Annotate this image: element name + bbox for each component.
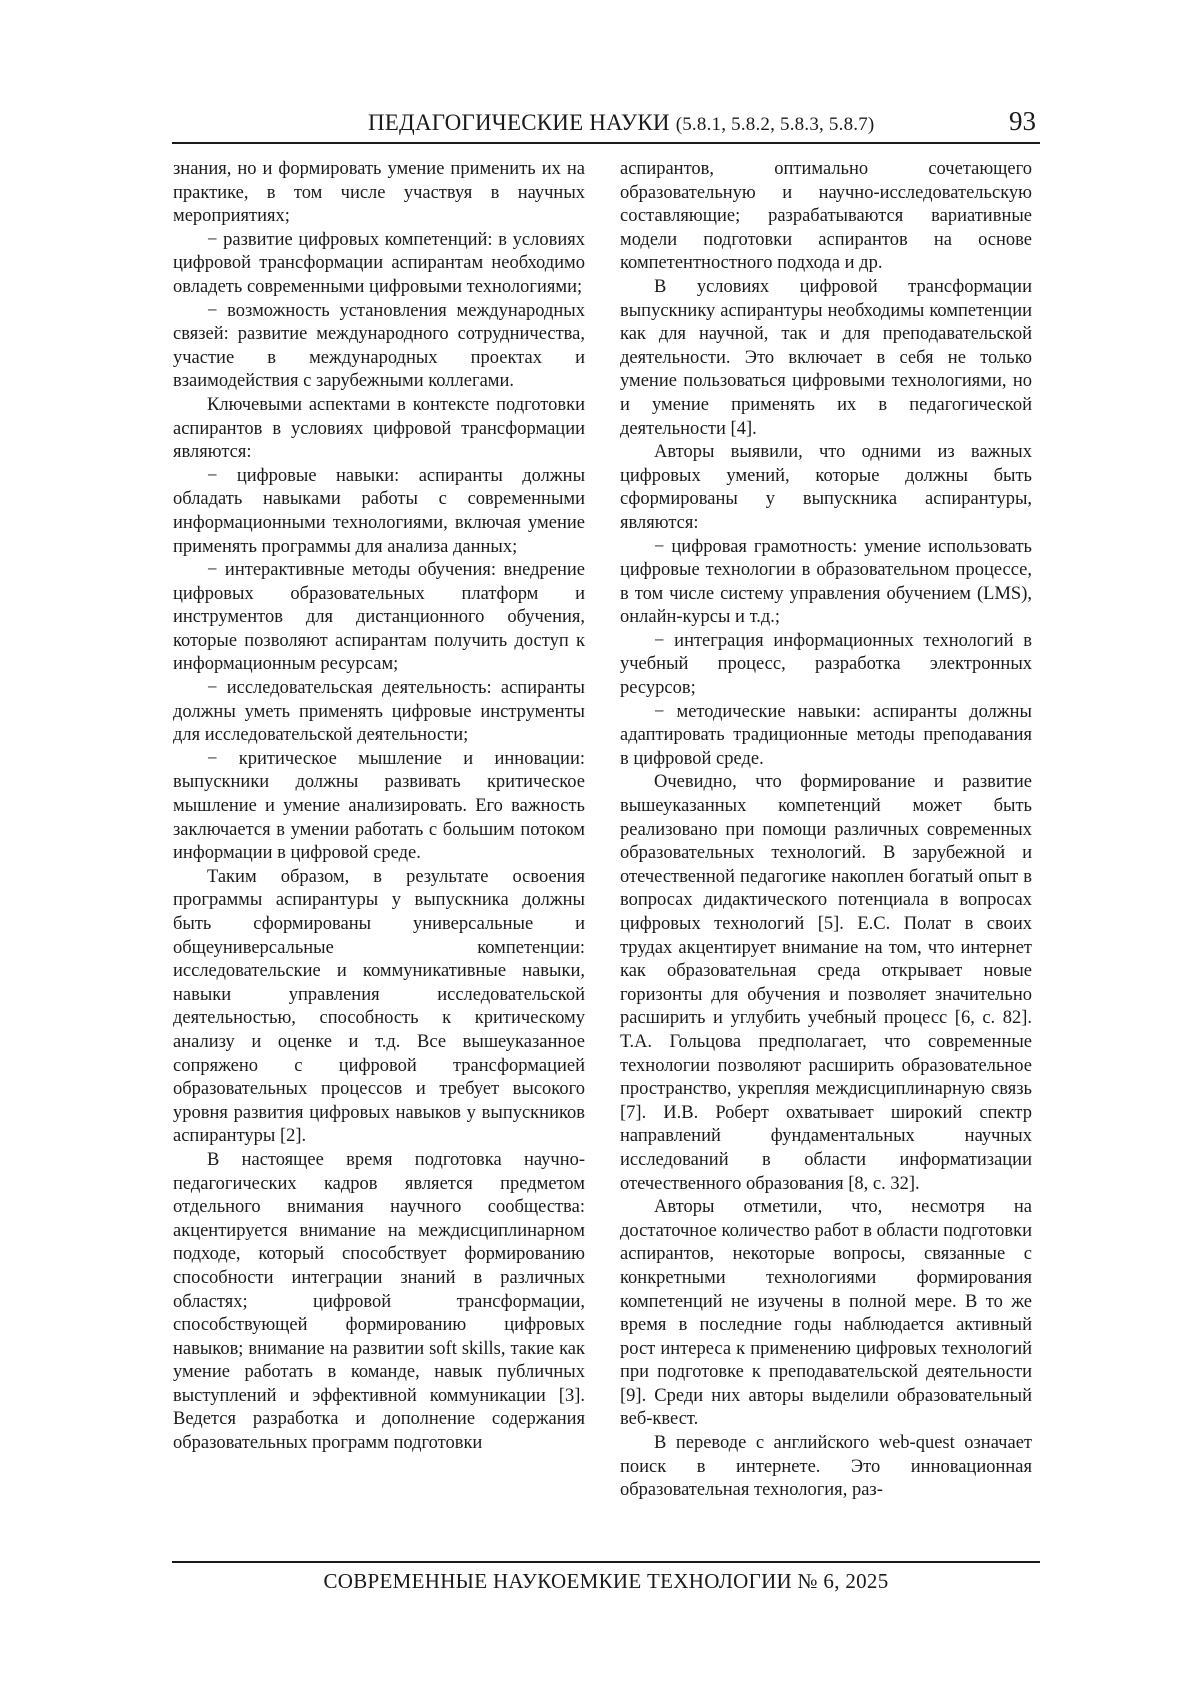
paragraph: аспирантов, оптимально сочетающего образовательную и научно-исследовательскую составляющие; разрабатываются вариативные модели подготовки аспирантов на основе компетентностного подхода и др. (620, 159, 1032, 274)
list-item: − цифровая грамотность: умение использовать цифровые технологии в образовательном процессе, в том числе систему управления обучением (LMS), онлайн-курсы и т.д.; (620, 536, 1032, 628)
paragraph: Таким образом, в результате освоения программы аспирантуры у выпускника должны быть сформированы универсальные и общеуниверсальные компетенции: исследовательские и коммуникативные навыки, навыки управления исследовательской деятельностью, способность к критическому анализу и оценке и т.д. Все вышеуказанное сопряжено с цифровой трансформацией образовательных процессов и требует высокого уровня развития цифровых навыков у выпускников аспирантуры [2]. (173, 866, 585, 1147)
list-item: − возможность установления международных связей: развитие международного сотрудничества, участие в международных проектах и взаимодействия с зарубежными коллегами. (173, 300, 585, 392)
paragraph: Авторы отметили, что, несмотря на достаточное количество работ в области подготовки аспирантов, некоторые вопросы, связанные с конкретными технологиями формирования компетенций не изучены в полной мере. В то же время в последние годы наблюдается активный рост интереса к применению цифровых технологий при подготовке к преподавательской деятельности [9]. Среди них авторы выделили образовательный веб-квест. (620, 1197, 1032, 1430)
running-footer: СОВРЕМЕННЫЕ НАУКОЕМКИЕ ТЕХНОЛОГИИ № 6, 2025 (172, 1561, 1040, 1594)
paragraph: В настоящее время подготовка научно-педагогических кадров является предметом отдельного внимания научного сообщества: акцентируется внимание на междисциплинарном подходе, который способствует формированию способности интеграции знаний в различных областях; цифровой трансформации, способствующей формированию цифровых навыков; внимание на развитии soft skills, такие как умение работать в команде, навык публичных выступлений и эффективной коммуникации [3]. Ведется разработка и дополнение содержания образовательных программ подготовки (173, 1149, 585, 1454)
running-header (172, 108, 1040, 144)
list-item: − интерактивные методы обучения: внедрение цифровых образовательных платформ и инструментов для дистанционного обучения, которые позволяют аспирантам получить доступ к информационным ресурсам; (173, 560, 585, 675)
list-item: − развитие цифровых компетенций: в условиях цифровой трансформации аспирантам необходимо овладеть современными цифровыми технологиями; (173, 229, 585, 297)
list-item: − интеграция информационных технологий в учебный процесс, разработка электронных ресурсов; (620, 630, 1032, 699)
list-item: − исследовательская деятельность: аспиранты должны уметь применять цифровые инструменты для исследовательской деятельности; (173, 678, 585, 746)
left-column (173, 158, 585, 1456)
paragraph: В переводе с английского web-quest означает поиск в интернете. Это инновационная образовательная технология, раз- (620, 1433, 1032, 1501)
page-number: 93 (1009, 106, 1036, 136)
list-item: − методические навыки: аспиранты должны адаптировать традиционные методы преподавания в цифровой среде. (620, 701, 1032, 769)
right-column (620, 158, 1032, 1503)
paragraph: В условиях цифровой трансформации выпускнику аспирантуры необходимы компетенции как для научной, так и для преподавательской деятельности. Это включает в себя не только умение пользоваться цифровыми технологиями, но и умение применять их в педагогической деятельности [4]. (620, 276, 1032, 439)
paragraph: Авторы выявили, что одними из важных цифровых умений, которые должны быть сформированы у выпускника аспирантуры, являются: (620, 442, 1032, 533)
list-item: − критическое мышление и инновации: выпускники должны развивать критическое мышление и умение анализировать. Его важность заключается в умении работать с большим потоком информации в цифровой среде. (173, 748, 585, 864)
paragraph: знания, но и формировать умение применить их на практике, в том числе участвуя в научных мероприятиях; (173, 159, 585, 227)
list-item: − цифровые навыки: аспиранты должны обладать навыками работы с современными информационными технологиями, включая умение применять программы для анализа данных; (173, 465, 585, 557)
paragraph: Очевидно, что формирование и развитие вышеуказанных компетенций может быть реализовано при помощи различных современных образовательных технологий. В зарубежной и отечественной педагогике накоплен богатый опыт в вопросах дидактического потенциала в вопросах цифровых технологий [5]. Е.С. Полат в своих трудах акцентирует внимание на том, что интернет как образовательная среда открывает новые горизонты для обучения и позволяет значительно расширить и углубить учебный процесс [6, с. 82]. Т.А. Гольцова предполагает, что современные технологии позволяют расширить образовательное пространство, укрепляя междисциплинарную связь [7]. И.В. Роберт охватывает широкий спектр направлений фундаментальных научных исследований в области информатизации отечественного образования [8, с. 32]. (620, 772, 1032, 1194)
specialty-codes: (5.8.1, 5.8.2, 5.8.3, 5.8.7) (675, 114, 875, 135)
paragraph: Ключевыми аспектами в контексте подготовки аспирантов в условиях цифровой трансформации являются: (173, 394, 585, 463)
section-name: ПЕДАГОГИЧЕСКИЕ НАУКИ (368, 110, 670, 135)
journal-section-title (368, 110, 874, 136)
